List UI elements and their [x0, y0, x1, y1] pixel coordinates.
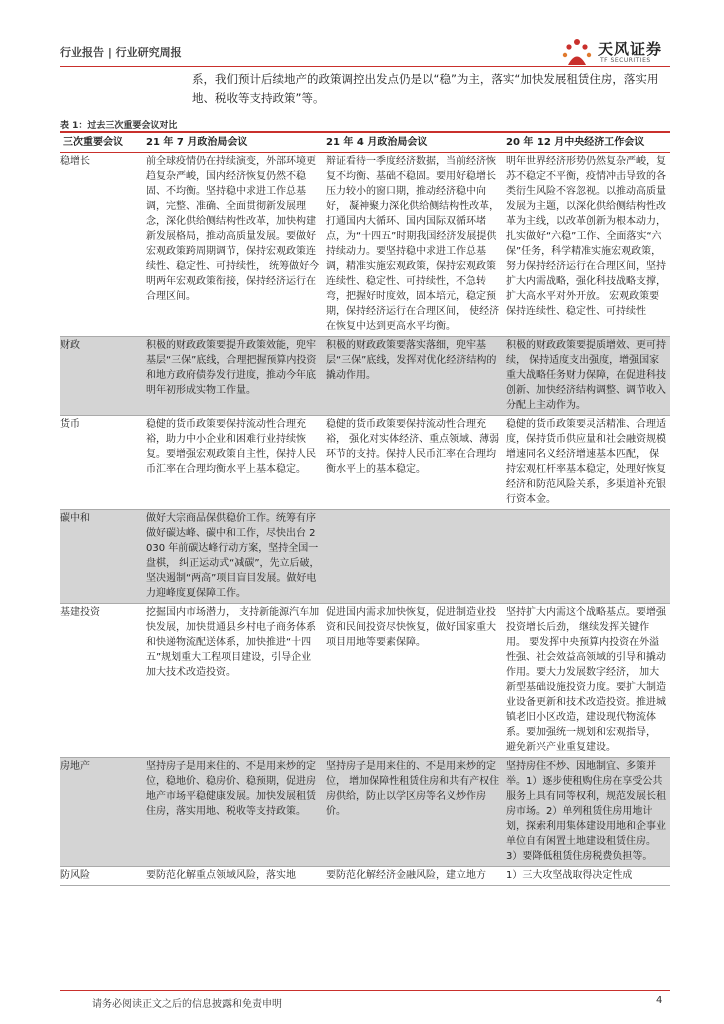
report-section-label: 行业报告 | 行业研究周报 — [60, 46, 182, 59]
company-logo — [560, 36, 670, 70]
tf-logo-icon — [560, 38, 594, 68]
footer-divider — [60, 990, 670, 991]
row-topic: 基建投资 — [60, 604, 143, 758]
header-cell: 20 年 12 月中央经济工作会议 — [503, 132, 670, 153]
table-cell: 坚持房子是用来住的、不是用来炒的定位，稳地价、稳房价、稳预期，促进房地产市场平稳健康发展。加快发展租赁住房，落实用地、税收等支持政策。 — [143, 758, 323, 867]
table-caption: 表 1：过去三次重要会议对比 — [60, 121, 178, 131]
row-topic: 财政 — [60, 337, 143, 416]
row-topic: 货币 — [60, 416, 143, 510]
table-cell — [323, 510, 503, 604]
table-row-infrastructure — [60, 604, 670, 758]
table-cell: 挖掘国内市场潜力， 支持新能源汽车加快发展，加快贯通县乡村电子商务体系和快递物流配送体系，加快推进“十四五”规划重大工程项目建设，引导企业加大技术改造投资。 — [143, 604, 323, 758]
table-cell: 稳健的货币政策要保持流动性合理充裕，助力中小企业和困难行业持续恢复。要增强宏观政策自主性，保持人民币汇率在合理均衡水平上基本稳定。 — [143, 416, 323, 510]
table-cell: 辩证看待一季度经济数据，当前经济恢复不均衡、基础不稳固。要用好稳增长压力较小的窗口期，推动经济稳中向好， 凝神聚力深化供给侧结构性改革，打通国内大循环、国内国际双循环堵点，为“十四五”时期我国经济发展提供持续动力。要坚持稳中求进工作总基调，精准实施宏观政策，保持宏观政策连续性、稳定性、可持续性，不急转弯，把握好时度效，固本培元，稳定预期，保持经济运行在合理区间， 使经济在恢复中达到更高水平均衡。 — [323, 153, 503, 337]
intro-paragraph: 系，我们预计后续地产的政策调控出发点仍是以“稳”为主，落实“加快发展租赁住房，落实用地、税收等支持政策”等。 — [192, 72, 659, 105]
header-cell: 21 年 4 月政治局会议 — [323, 132, 503, 153]
page-number: 4 — [656, 995, 663, 1006]
logo-english-name: TF SECURITIES — [600, 57, 651, 64]
table-cell — [503, 510, 670, 604]
table-row-growth — [60, 153, 670, 337]
table-cell: 坚持房住不炒、因地制宜、多策并举。1）逐步使租购住房在享受公共服务上具有同等权利，规范发展长租房市场。2）单列租赁住房用地计划，探索利用集体建设用地和企事业单位自有闲置土地建设租赁住房。3）要降低租赁住房税费负担等。 — [503, 758, 670, 867]
table-header-row — [60, 132, 670, 153]
table-cell: 稳健的货币政策要灵活精准、合理适度，保持货币供应量和社会融资规模增速同名义经济增速基本匹配， 保持宏观杠杆率基本稳定，处理好恢复经济和防范风险关系，多渠道补充银行资本金。 — [503, 416, 670, 510]
table-cell: 做好大宗商品保供稳价工作。统筹有序做好碳达峰、碳中和工作，尽快出台 2030 年前碳达峰行动方案，坚持全国一盘棋， 纠正运动式“减碳”，先立后破，坚决遏制“两高”项目盲目发展。做好电力迎峰度夏保障工作。 — [143, 510, 323, 604]
row-topic: 防风险 — [60, 867, 143, 886]
table-cell: 坚持扩大内需这个战略基点。要增强投资增长后劲， 继续发挥关键作用。 要发挥中央预算内投资在外溢性强、社会效益高领域的引导和撬动作用。要大力发展数字经济， 加大新型基础设施投资力度。要扩大制造业设备更新和技术改造投资。推进城镇老旧小区改造，建设现代物流体系。要加强统一规划和宏观指导， 避免新兴产业重复建设。 — [503, 604, 670, 758]
table-cell: 稳健的货币政策要保持流动性合理充裕， 强化对实体经济、重点领域、薄弱环节的支持。保持人民币汇率在合理均衡水平上的基本稳定。 — [323, 416, 503, 510]
table-cell: 促进国内需求加快恢复，促进制造业投资和民间投资尽快恢复，做好国家重大项目用地等要素保障。 — [323, 604, 503, 758]
meeting-comparison-table — [60, 131, 670, 886]
table-cell: 前全球疫情仍在持续演变，外部环境更趋复杂严峻，国内经济恢复仍然不稳固、不均衡。坚持稳中求进工作总基调，完整、准确、全面贯彻新发展理念，深化供给侧结构性改革，加快构建新发展格局，推动高质量发展。要做好宏观政策跨周期调节，保持宏观政策连续性、稳定性、可持续性， 统筹做好今明两年宏观政策衔接，保持经济运行在合理区间。 — [143, 153, 323, 337]
table-cell: 积极的财政政策要落实落细，兜牢基层“三保”底线，发挥对优化经济结构的撬动作用。 — [323, 337, 503, 416]
table-cell: 积极的财政政策要提质增效、更可持续， 保持适度支出强度，增强国家重大战略任务财力保障，在促进科技创新、加快经济结构调整、调节收入分配上主动作为。 — [503, 337, 670, 416]
logo-chinese-name: 天风证券 — [598, 40, 663, 58]
table-cell: 坚持房子是用来住的、不是用来炒的定位， 增加保障性租赁住房和共有产权住房供给，防止以学区房等名义炒作房价。 — [323, 758, 503, 867]
table-cell: 1）三大攻坚战取得决定性成 — [503, 867, 670, 886]
table-row-real-estate — [60, 758, 670, 867]
table-cell: 要防范化解经济金融风险，建立地方 — [323, 867, 503, 886]
header-cell: 21 年 7 月政治局会议 — [143, 132, 323, 153]
table-row-carbon — [60, 510, 670, 604]
page-header — [60, 36, 670, 66]
disclaimer-notice: 请务必阅读正文之后的信息披露和免责申明 — [92, 999, 282, 1010]
table-cell: 要防范化解重点领域风险，落实地 — [143, 867, 323, 886]
table-cell: 明年世界经济形势仍然复杂严峻，复苏不稳定不平衡，疫情冲击导致的各类衍生风险不容忽视。以推动高质量发展为主题，以深化供给侧结构性改革为主线，以改革创新为根本动力，扎实做好“六稳”工作、全面落实“六保”任务，科学精准实施宏观政策，努力保持经济运行在合理区间，坚持扩大内需战略，强化科技战略支撑，扩大高水平对外开放。 宏观政策要保持连续性、稳定性、可持续性 — [503, 153, 670, 337]
table-cell: 积极的财政政策要提升政策效能，兜牢基层“三保”底线，合理把握预算内投资和地方政府债券发行进度，推动今年底明年初形成实物工作量。 — [143, 337, 323, 416]
row-topic: 碳中和 — [60, 510, 143, 604]
table-row-monetary — [60, 416, 670, 510]
table-row-risk — [60, 867, 670, 886]
table-row-fiscal — [60, 337, 670, 416]
row-topic: 稳增长 — [60, 153, 143, 337]
header-cell: 三次重要会议 — [60, 132, 143, 153]
row-topic: 房地产 — [60, 758, 143, 867]
header-divider — [60, 66, 670, 67]
